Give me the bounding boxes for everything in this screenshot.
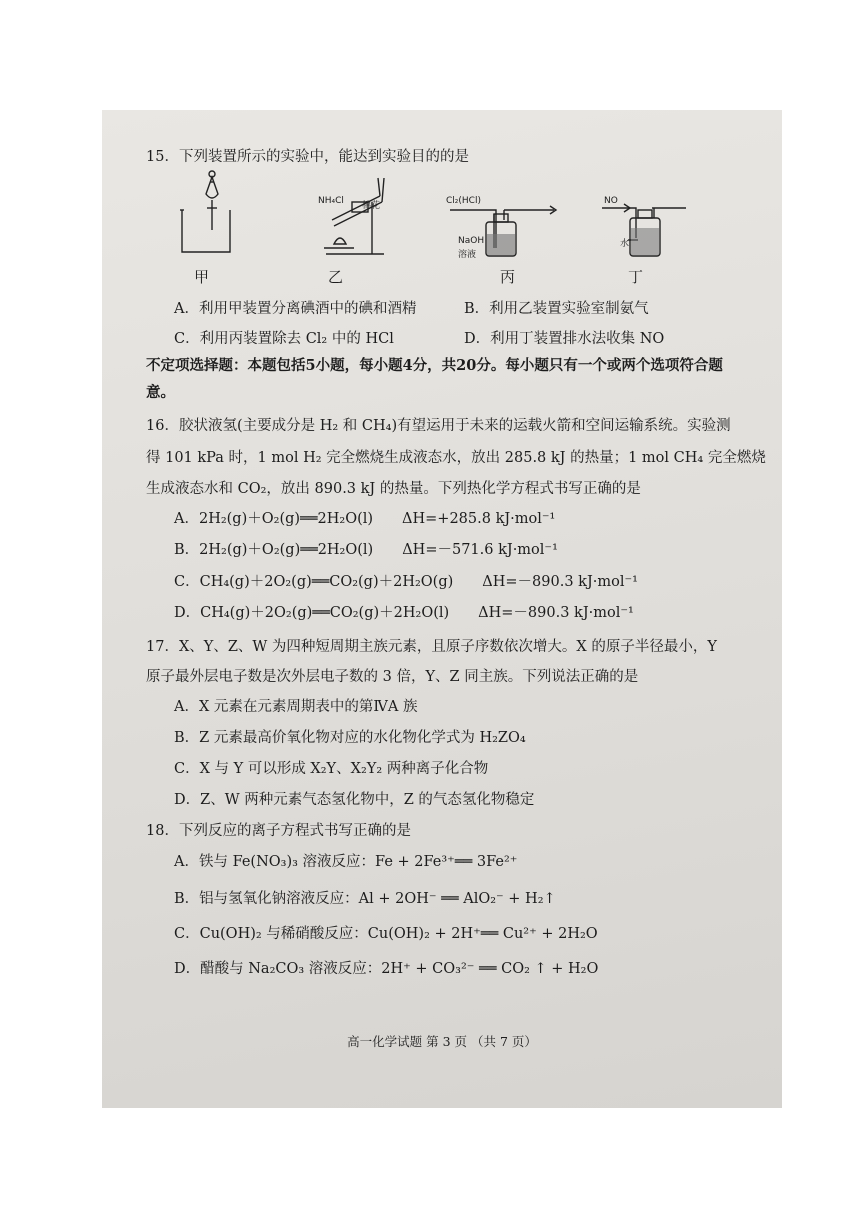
q18-option-a: A．铁与 Fe(NO₃)₃ 溶液反应：Fe + 2Fe³⁺══ 3Fe²⁺ [174,854,518,870]
water-displacement-bottle-icon [598,168,708,258]
q16-option-b: B．2H₂(g)＋O₂(g)══2H₂O(l) ΔH=－571.6 kJ·mol⁻¹ [174,542,558,558]
q15-option-b: B．利用乙装置实验室制氨气 [464,301,649,317]
q16-line1: 16．胶状液氢(主要成分是 H₂ 和 CH₄)有望运用于未来的运载火箭和空间运输系统。实验测 [146,418,731,434]
q17-option-d: D．Z、W 两种元素气态氢化物中，Z 的气态氢化物稳定 [174,792,535,808]
test-tube-heating-icon [314,168,394,258]
q16-option-a: A．2H₂(g)＋O₂(g)══2H₂O(l) ΔH=+285.8 kJ·mol⁻¹ [174,511,556,527]
q17-option-b: B．Z 元素最高价氧化物对应的水化物化学式为 H₂ZO₄ [174,730,526,746]
q15-option-d: D．利用丁装置排水法收集 NO [464,331,665,347]
exam-page [102,110,782,1108]
q16-line3: 生成液态水和 CO₂，放出 890.3 kJ 的热量。下列热化学方程式书写正确的是 [146,481,641,497]
cl2-hcl-label: Cl₂(HCl) [446,196,481,206]
nh4cl-label: NH₄Cl [318,196,344,206]
apparatus-yi-label: 乙 [328,268,344,286]
water-label: 水 [620,239,630,249]
q17-option-a: A．X 元素在元素周期表中的第ⅣA 族 [174,699,418,715]
page-footer: 高一化学试题 第 3 页 （共 7 页） [347,1034,537,1049]
no-label: NO [604,196,618,206]
q15-stem: 15．下列装置所示的实验中，能达到实验目的的是 [146,149,469,165]
section-heading-line2: 意。 [146,384,175,401]
apparatus-ding [598,168,708,286]
naoh-label: NaOH [458,236,485,246]
q15-option-c: C．利用丙装置除去 Cl₂ 中的 HCl [174,331,394,347]
apparatus-yi [314,168,394,286]
separatory-funnel-beaker-icon [174,168,234,258]
apparatus-jia-label: 甲 [194,268,210,286]
q17-line2: 原子最外层电子数是次外层电子数的 3 倍，Y、Z 同主族。下列说法正确的是 [146,669,639,685]
section-heading-line1: 不定项选择题：本题包括5小题，每小题4分，共20分。每小题只有一个或两个选项符合题 [146,357,723,374]
q17-line1: 17．X、Y、Z、W 为四种短周期主族元素，且原子序数依次增大。X 的原子半径最小，Y [146,639,717,655]
apparatus-bing-label: 丙 [500,268,516,286]
q18-option-b: B．铝与氢氧化钠溶液反应：Al + 2OH⁻ ══ AlO₂⁻ + H₂↑ [174,891,556,907]
q18-option-d: D．醋酸与 Na₂CO₃ 溶液反应：2H⁺ + CO₃²⁻ ══ CO₂ ↑ + H₂O [174,961,599,977]
q16-line2: 得 101 kPa 时，1 mol H₂ 完全燃烧生成液态水，放出 285.8 kJ 的热量；1 mol CH₄ 完全燃烧 [146,450,766,466]
q18-stem: 18．下列反应的离子方程式书写正确的是 [146,823,411,839]
q16-option-c: C．CH₄(g)＋2O₂(g)══CO₂(g)＋2H₂O(g) ΔH=－890.3 kJ·mol⁻¹ [174,574,638,590]
apparatus-ding-label: 丁 [628,268,644,286]
q17-option-c: C．X 与 Y 可以形成 X₂Y、X₂Y₂ 两种离子化合物 [174,761,489,777]
apparatus-bing [446,168,566,286]
q18-option-c: C．Cu(OH)₂ 与稀硝酸反应：Cu(OH)₂ + 2H⁺══ Cu²⁺ + 2H₂O [174,926,598,942]
cotton-label: 棉花 [362,201,381,211]
q16-option-d: D．CH₄(g)＋2O₂(g)══CO₂(g)＋2H₂O(l) ΔH=－890.3 kJ·mol⁻¹ [174,605,634,621]
apparatus-jia [174,168,234,286]
q15-option-a: A．利用甲装置分离碘酒中的碘和酒精 [174,301,417,317]
solution-label: 溶液 [458,250,477,260]
